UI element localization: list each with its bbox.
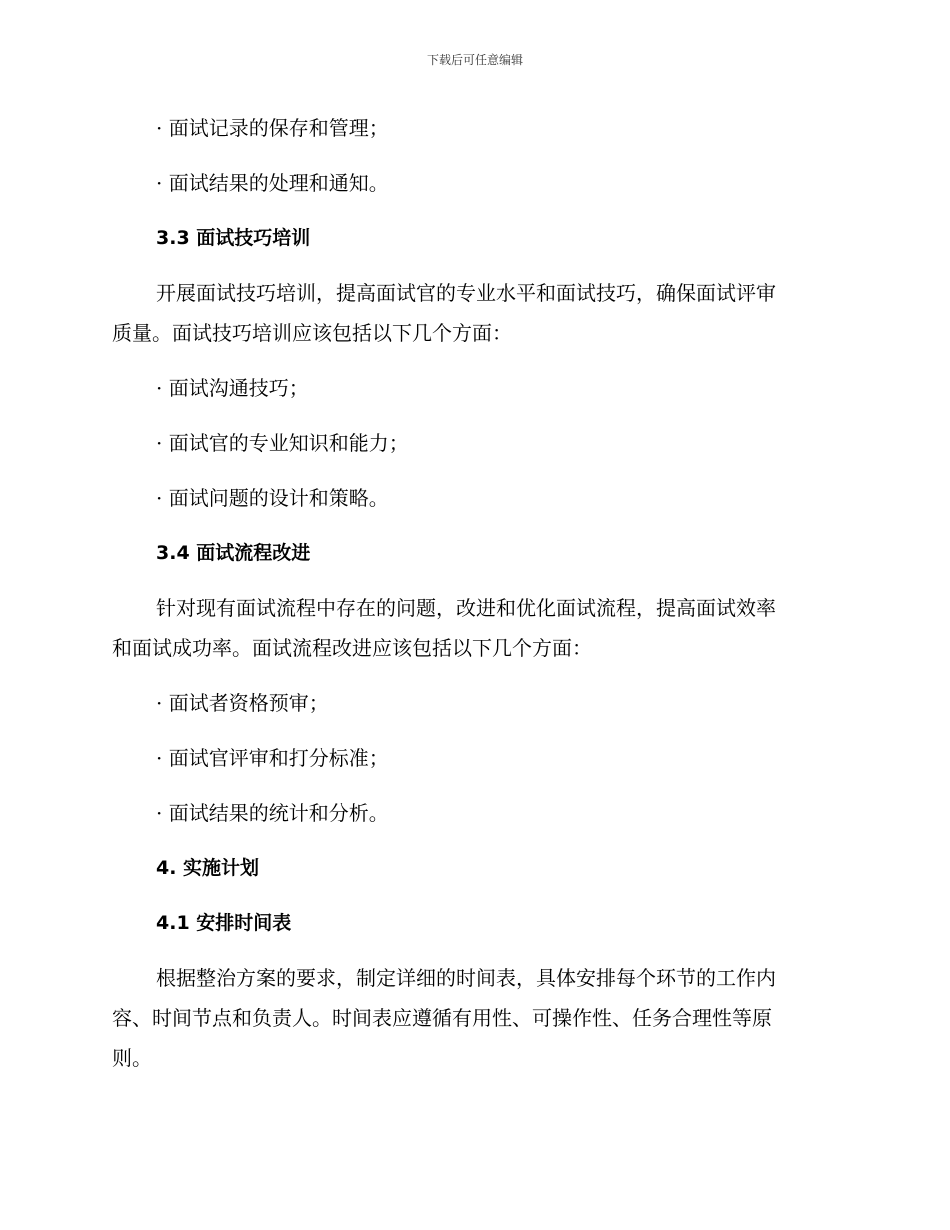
paragraph-line: 和面试成功率。面试流程改进应该包括以下几个方面： <box>112 636 592 660</box>
section-heading: 4. 实施计划 <box>156 857 260 879</box>
paragraph-line: 针对现有面试流程中存在的问题，改进和优化面试流程，提高面试效率 <box>156 596 776 620</box>
paragraph-line: 根据整治方案的要求，制定详细的时间表，具体安排每个环节的工作内 <box>156 966 776 990</box>
bullet-item: · 面试沟通技巧； <box>156 376 309 400</box>
bullet-item: · 面试结果的处理和通知。 <box>156 171 389 195</box>
bullet-item: · 面试官评审和打分标准； <box>156 746 389 770</box>
paragraph <box>112 588 832 668</box>
document-body <box>112 108 832 1093</box>
paragraph <box>112 958 832 1078</box>
bullet-item: · 面试结果的统计和分析。 <box>156 801 389 825</box>
bullet-item: · 面试官的专业知识和能力； <box>156 431 409 455</box>
paragraph-line: 开展面试技巧培训，提高面试官的专业水平和面试技巧，确保面试评审 <box>156 281 776 305</box>
section-heading: 3.3 面试技巧培训 <box>156 227 311 249</box>
paragraph-line: 则。 <box>112 1046 152 1070</box>
section-heading: 4.1 安排时间表 <box>156 912 292 934</box>
paragraph-line: 容、时间节点和负责人。时间表应遵循有用性、可操作性、任务合理性等原 <box>112 1006 772 1030</box>
paragraph <box>112 273 832 353</box>
section-heading: 3.4 面试流程改进 <box>156 542 311 564</box>
bullet-item: · 面试问题的设计和策略。 <box>156 486 389 510</box>
page-header: 下载后可任意编辑 <box>426 53 523 67</box>
bullet-item: · 面试者资格预审； <box>156 691 329 715</box>
paragraph-line: 质量。面试技巧培训应该包括以下几个方面： <box>112 321 512 345</box>
bullet-item: · 面试记录的保存和管理； <box>156 116 389 140</box>
